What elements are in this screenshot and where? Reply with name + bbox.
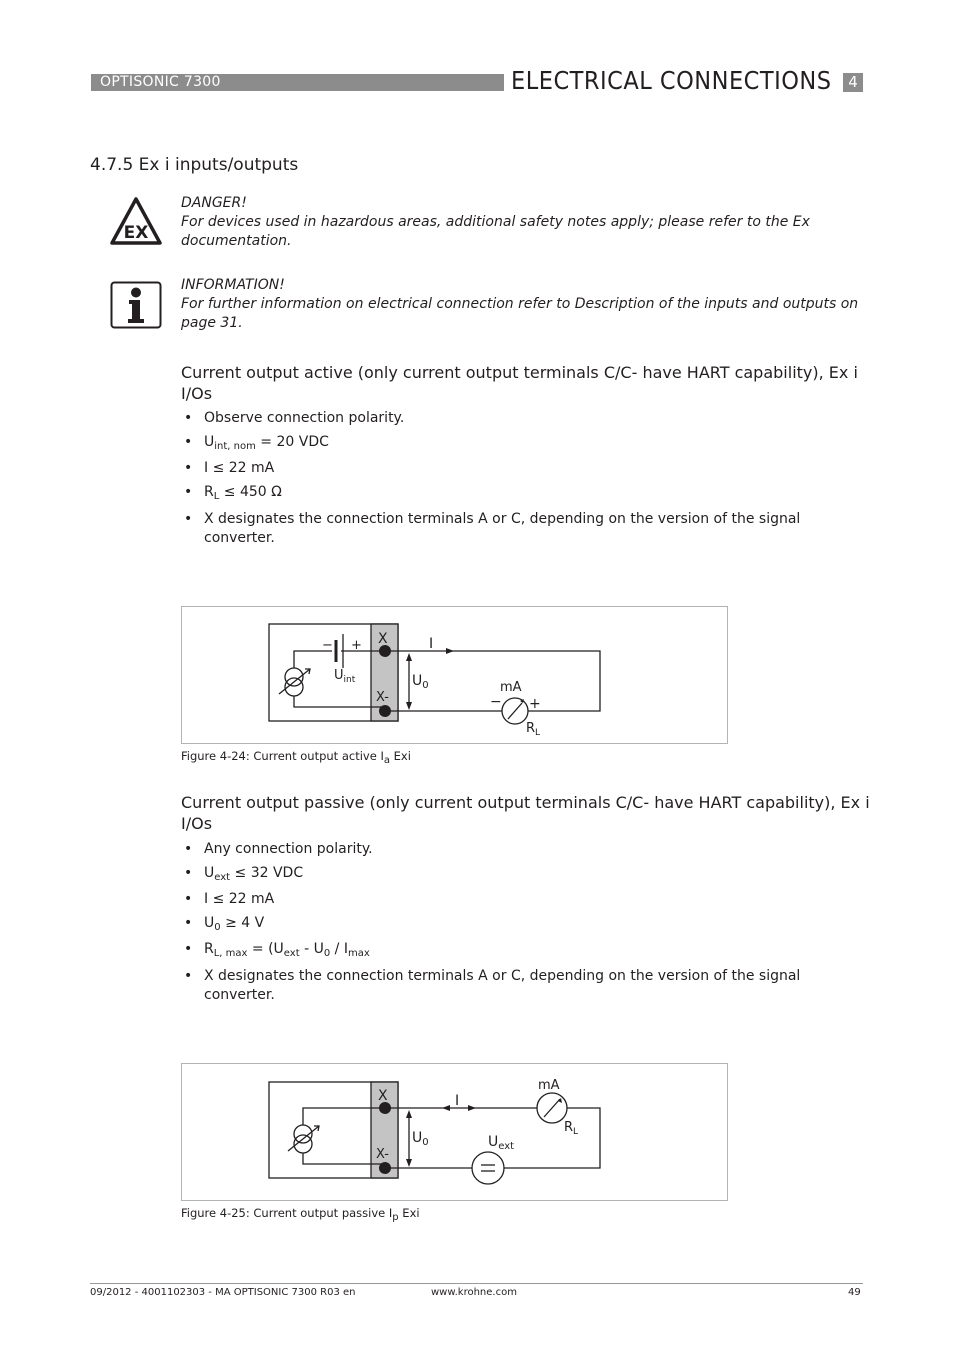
u0-label: $U_0$ (412, 1130, 429, 1148)
u0-label: $U_0$ (412, 673, 429, 691)
current-i-label: I (455, 1093, 460, 1109)
list-item: • Observe connection polarity. (181, 409, 831, 433)
uint-label: $U_{int}$ (334, 668, 356, 685)
information-text: For further information on electrical connection refer to Description of the inputs and outputs on page 31. (181, 296, 859, 331)
rl-label: $R_L$ (526, 721, 541, 738)
footer-page-number: 49 (848, 1287, 861, 1298)
ma-meter-label: mA (500, 680, 522, 695)
footer-divider (90, 1283, 863, 1284)
terminal-xminus-label: X- (376, 690, 389, 705)
chapter-number-badge: 4 (843, 73, 863, 92)
uext-label: $U_{ext}$ (488, 1134, 515, 1152)
chapter-title: ELECTRICAL CONNECTIONS (511, 66, 832, 95)
footer-doc-reference: 09/2012 - 4001102303 - MA OPTISONIC 7300 R03 en (90, 1287, 356, 1298)
list-item: • X designates the connection terminals A or C, depending on the version of the signal converter. (181, 510, 831, 548)
info-icon (110, 281, 162, 329)
meter-minus-label: − (490, 694, 502, 710)
figure-current-output-passive (181, 1063, 728, 1201)
list-item: • $U_{ext} \le 32$ VDC (181, 864, 831, 890)
figure-25-caption: Figure 4-25: Current output passive $I_p$ Exi (181, 1206, 420, 1223)
battery-plus-label: + (351, 638, 362, 653)
active-bullet-list (181, 409, 831, 548)
header-product-name: OPTISONIC 7300 (100, 74, 221, 90)
current-i-label: I (429, 636, 434, 652)
passive-bullet-list (181, 840, 831, 1005)
passive-circuit-diagram (182, 1064, 727, 1200)
danger-heading: DANGER! (181, 195, 247, 211)
ex-icon-label: EX (123, 223, 149, 243)
list-item: • I ≤ 22 mA (181, 459, 831, 483)
ma-meter-label: mA (538, 1078, 560, 1093)
list-item: • $R_L \le 450$ Ω (181, 483, 831, 510)
passive-output-heading: Current output passive (only current output terminals C/C- have HART capability), Ex i I/Os (181, 793, 870, 833)
active-circuit-diagram (182, 607, 727, 743)
list-item: • $R_{L, max} = (U_{ext} - U_0 / I_{max}$ (181, 940, 831, 967)
terminal-x-label: X (378, 1088, 388, 1104)
terminal-x-label: X (378, 631, 388, 647)
list-item: • $U_{int, nom} = 20$ VDC (181, 433, 831, 459)
terminal-xminus-label: X- (376, 1147, 389, 1162)
rl-label: $R_L$ (564, 1120, 579, 1137)
active-output-heading: Current output active (only current output terminals C/C- have HART capability), Ex i I/Os (181, 363, 858, 403)
figure-24-caption: Figure 4-24: Current output active $I_a$ Exi (181, 749, 411, 766)
information-heading: INFORMATION! (181, 277, 285, 293)
meter-plus-label: + (529, 696, 541, 712)
list-item: • X designates the connection terminals A or C, depending on the version of the signal converter. (181, 967, 831, 1005)
ex-warning-triangle-icon (110, 196, 162, 246)
list-item: • I ≤ 22 mA (181, 890, 831, 914)
danger-text: For devices used in hazardous areas, additional safety notes apply; please refer to the Ex documentation. (181, 214, 810, 249)
list-item: • $U_0 \ge 4$ V (181, 914, 831, 940)
figure-current-output-active (181, 606, 728, 744)
footer-website: www.krohne.com (431, 1287, 517, 1298)
list-item: • Any connection polarity. (181, 840, 831, 864)
battery-minus-label: − (322, 638, 333, 653)
section-title: 4.7.5 Ex i inputs/outputs (90, 155, 299, 175)
